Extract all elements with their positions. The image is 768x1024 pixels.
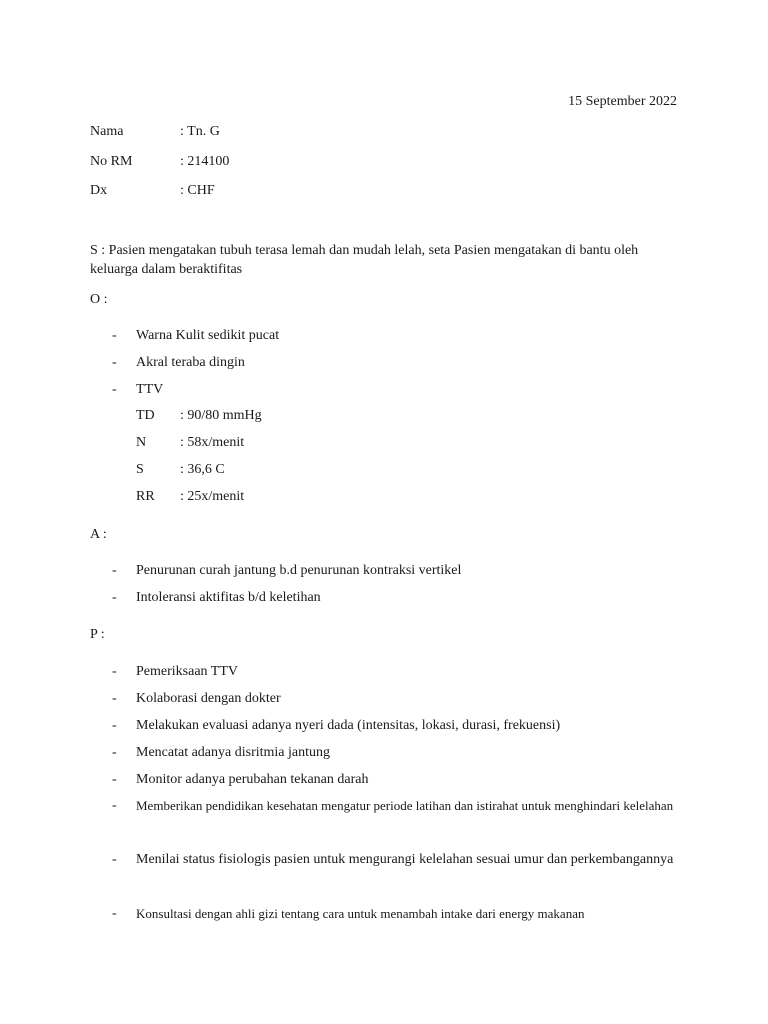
bullet-dash: - bbox=[112, 563, 117, 578]
plan-item-text: Memberikan pendidikan kesehatan mengatur periode latihan dan istirahat untuk menghindari kelelahan bbox=[136, 798, 674, 813]
bullet-dash: - bbox=[112, 906, 117, 921]
bullet-dash: - bbox=[112, 691, 117, 706]
vital-label: TD bbox=[136, 408, 155, 423]
document-date: 15 September 2022 bbox=[568, 94, 677, 109]
vital-value: : 90/80 mmHg bbox=[180, 408, 262, 423]
plan-item-text: Mencatat adanya disritmia jantung bbox=[136, 745, 330, 760]
bullet-dash: - bbox=[112, 772, 117, 787]
vital-label: N bbox=[136, 435, 147, 450]
plan-heading: P : bbox=[90, 627, 105, 642]
patient-dx-value: : CHF bbox=[180, 183, 215, 198]
plan-item-text: Melakukan evaluasi adanya nyeri dada (intensitas, lokasi, durasi, frekuensi) bbox=[136, 718, 561, 733]
bullet-dash: - bbox=[112, 718, 117, 733]
bullet-dash: - bbox=[112, 328, 117, 343]
bullet-dash: - bbox=[112, 798, 117, 813]
patient-name-label: Nama bbox=[90, 124, 124, 139]
bullet-dash: - bbox=[112, 745, 117, 760]
bullet-dash: - bbox=[112, 355, 117, 370]
patient-name-value: : Tn. G bbox=[180, 124, 220, 139]
patient-dx-label: Dx bbox=[90, 183, 108, 198]
patient-rm-label: No RM bbox=[90, 154, 133, 169]
bullet-dash: - bbox=[112, 590, 117, 605]
bullet-dash: - bbox=[112, 852, 117, 867]
assessment-heading: A : bbox=[90, 527, 107, 542]
objective-heading: O : bbox=[90, 292, 108, 307]
plan-item-text: Menilai status fisiologis pasien untuk mengurangi kelelahan sesuai umur dan perkembangannya bbox=[136, 852, 674, 867]
bullet-dash: - bbox=[112, 664, 117, 679]
assessment-item-text: Penurunan curah jantung b.d penurunan kontraksi vertikel bbox=[136, 563, 462, 578]
vital-label: S bbox=[136, 462, 144, 477]
plan-item-text: Konsultasi dengan ahli gizi tentang cara untuk menambah intake dari energy makanan bbox=[136, 906, 585, 921]
vital-value: : 25x/menit bbox=[180, 489, 245, 504]
objective-item-text: Warna Kulit sedikit pucat bbox=[136, 328, 280, 343]
objective-item-text: Akral teraba dingin bbox=[136, 355, 245, 370]
plan-item-text: Kolaborasi dengan dokter bbox=[136, 691, 281, 706]
vital-value: : 58x/menit bbox=[180, 435, 245, 450]
vital-label: RR bbox=[136, 489, 155, 504]
plan-item-text: Pemeriksaan TTV bbox=[136, 664, 238, 679]
bullet-dash: - bbox=[112, 382, 117, 397]
plan-item-text: Monitor adanya perubahan tekanan darah bbox=[136, 772, 369, 787]
patient-rm-value: : 214100 bbox=[180, 154, 230, 169]
vital-value: : 36,6 C bbox=[180, 462, 225, 477]
assessment-item-text: Intoleransi aktifitas b/d keletihan bbox=[136, 590, 321, 605]
subjective-text: S : Pasien mengatakan tubuh terasa lemah dan mudah lelah, seta Pasien mengatakan di bantu oleh keluarga dalam beraktifitas bbox=[90, 243, 639, 277]
objective-item-text: TTV bbox=[136, 382, 164, 397]
